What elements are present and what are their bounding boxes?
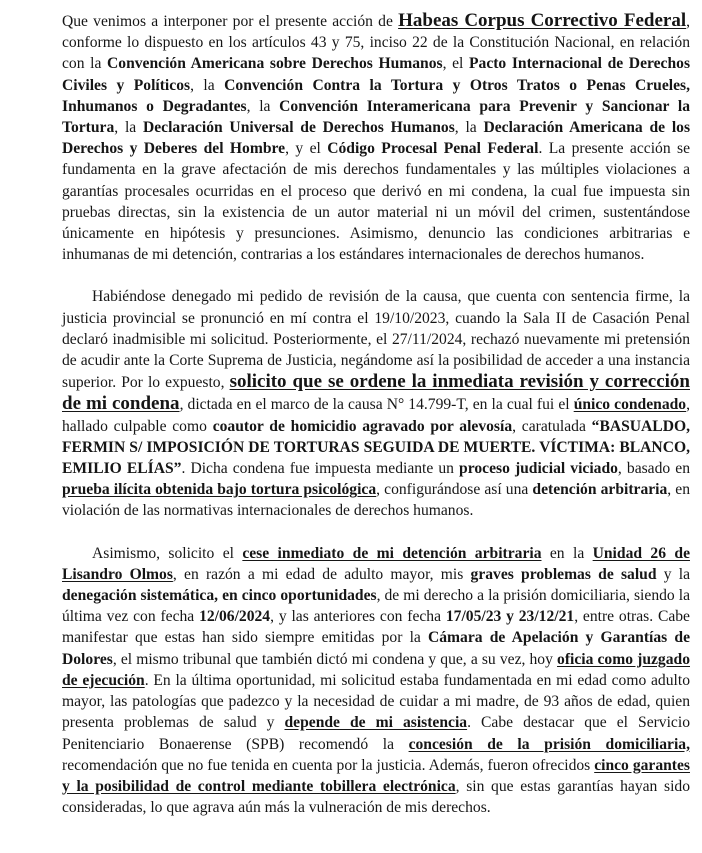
text: . Dicha condena fue impuesta mediante un	[181, 460, 460, 478]
underlined-bold-text: cese inmediato de mi detención arbitraria	[242, 544, 542, 562]
underlined-bold-text: único condenado	[573, 396, 687, 414]
text: , entre otras. Cabe manifestar que estas han sido siempre emitidas por la	[62, 608, 690, 647]
text: . Cabe destacar que el Servicio Penitenciario Bonaerense (SPB) recomendó la	[62, 714, 690, 753]
text: recomendación que no fue tenida en cuenta por la justicia. Además, fueron ofrecidos	[62, 756, 595, 774]
underlined-bold-text: depende de mi asistencia	[284, 714, 468, 732]
underlined-bold-text: prueba ilícita obtenida bajo tortura psicológica	[62, 481, 377, 499]
bold-text: Convención Interamericana para Prevenir y Sancionar la Tortura	[62, 97, 690, 137]
text: , conforme lo dispuesto en los artículos 43 y 75, inciso 22 de la Constitución Nacional, en relación con la	[62, 13, 690, 73]
text: , basado en	[617, 460, 690, 478]
text: , configurándose así una	[376, 481, 533, 499]
bold-text: 17/05/23 y 23/12/21	[445, 608, 575, 626]
text: , la	[246, 97, 280, 115]
text: , el	[442, 55, 469, 73]
paragraph-2	[62, 286, 690, 521]
bold-text: Cámara de Apelación y Garantías de Dolores	[62, 629, 690, 668]
text: , en razón a mi edad de adulto mayor, mis	[172, 565, 471, 583]
text: , y las anteriores con fecha	[270, 608, 446, 626]
bold-text: denegación sistemática, en cinco oportunidades	[62, 587, 377, 605]
paragraph-3	[62, 543, 690, 819]
bold-text: Pacto Internacional de Derechos Civiles y Políticos	[62, 55, 691, 94]
bold-text: proceso judicial viciado	[459, 460, 618, 478]
habeas-corpus-title: Habeas Corpus Correctivo Federal	[398, 10, 687, 31]
case-title: “BASUALDO, FERMIN S/ IMPOSICIÓN DE TORTURAS SEGUIDA DE MUERTE. VÍCTIMA: BLANCO, EMILIO ELÍAS”	[62, 417, 690, 478]
text: , dictada en el marco de la causa N° 14.799-T, en la cual fui el	[179, 396, 574, 414]
underlined-bold-text: concesión de la prisión domiciliaria,	[408, 735, 690, 753]
text: y la	[656, 565, 690, 583]
text: , y el	[285, 140, 328, 158]
text: , el mismo tribunal que también dictó mi condena y que, a su vez, hoy	[112, 650, 558, 668]
text: , la	[454, 119, 484, 137]
text: , en violación de las normativas internacionales de derechos humanos.	[62, 481, 691, 520]
text: , hallado culpable como	[62, 396, 690, 435]
text: , caratulada	[512, 417, 592, 435]
text: Habiéndose denegado mi pedido de revisión de la causa, que cuenta con sentencia firme, la justicia provincial se pronunció en mí contra el 19/10/2023, cuando la Sala II de Casación Penal declaró inadmisible mi solicitud. Posteriormente, el 27/11/2024, rechazó nuevamente mi pretensión de acudir ante la Corte Suprema de Justicia, negándome así la posibilidad de acceder a una instancia superior. Por lo expuesto,	[62, 288, 690, 392]
text: , la	[114, 119, 143, 137]
underlined-bold-text: Unidad 26 de Lisandro Olmos	[62, 544, 690, 583]
bold-text: graves problemas de salud	[470, 565, 657, 583]
text: . En la última oportunidad, mi solicitud estaba fundamentada en mi edad como adulto mayor, las patologías que padezco y la necesidad de cuidar a mi madre, de 93 años de edad, quien presenta problemas de salud y	[62, 671, 690, 732]
text: , sin que estas garantías hayan sido consideradas, lo que agrava aún más la vulneración de mis derechos.	[62, 777, 691, 817]
text: Que venimos a interponer por el presente acción de	[62, 13, 399, 30]
text: , de mi derecho a la prisión domiciliaria, siendo la última vez con fecha	[62, 587, 690, 626]
bold-text: Código Procesal Penal Federal	[327, 140, 539, 158]
underlined-bold-text: solicito que se ordene la inmediata revisión y corrección de mi condena	[62, 371, 690, 415]
underlined-bold-text: cinco garantes y la posibilidad de control mediante tobillera electrónica	[62, 756, 690, 795]
bold-text: Declaración Universal de Derechos Humanos	[142, 119, 455, 137]
text: , la	[190, 76, 225, 94]
text: Asimismo, solicito el	[92, 544, 243, 562]
text: . La presente acción se fundamenta en la grave afectación de mis derechos fundamentales y las múltiples violaciones a garantías procesales ocurridas en el proceso que derivó en mi condena, la cual fue impuesta sin pruebas directas, sin la existencia de un autor material ni un móvil del crimen, sustentándose únicamente en hipótesis y presunciones. Asimismo, denuncio las condiciones arbitrarias e inhumanas de mi detención, contrarias a los estándares internacionales de derechos humanos.	[62, 140, 691, 264]
bold-text: Convención Americana sobre Derechos Humanos	[107, 55, 443, 73]
bold-text: detención arbitraria	[532, 481, 668, 499]
bold-text: coautor de homicidio agravado por alevosía	[212, 417, 513, 435]
bold-text: Convención Contra la Tortura y Otros Tratos o Penas Crueles, Inhumanos o Degradantes	[62, 76, 690, 115]
paragraph-1	[62, 10, 690, 265]
underlined-bold-text: oficia como juzgado de ejecución	[62, 650, 690, 689]
bold-text: Declaración Americana de los Derechos y Deberes del Hombre	[62, 119, 691, 158]
bold-text: 12/06/2024	[199, 608, 271, 626]
text: en la	[541, 544, 593, 562]
